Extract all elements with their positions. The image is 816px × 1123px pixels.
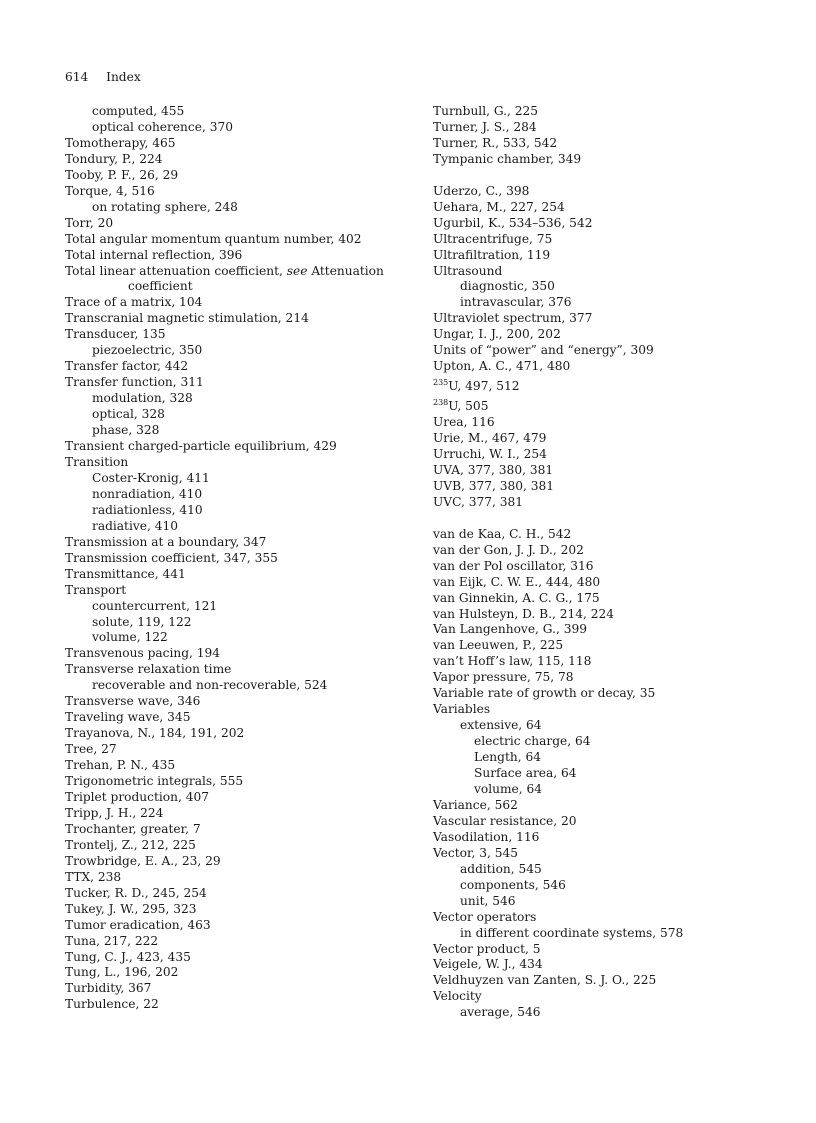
entry-text: Trayanova, N., 184, 191, 202 [65,726,245,741]
entry-text: Transmission coefficient, 347, 355 [65,550,278,565]
index-subentry [65,423,405,439]
entry-text: van Leeuwen, P., 225 [433,638,564,653]
index-entry [433,395,763,415]
entry-text: UVB, 377, 380, 381 [433,478,555,493]
entry-text: electric charge, 64 [474,734,591,749]
index-subsubentry [433,766,763,782]
index-entry [433,575,763,591]
entry-text: countercurrent, 121 [92,598,218,613]
entry-text: on rotating sphere, 248 [92,199,238,214]
entry-text: piezoelectric, 350 [92,343,203,358]
entry-text: Triplet production, 407 [65,789,209,804]
entry-text: Transcranial magnetic stimulation, 214 [65,311,309,326]
index-entry [65,583,405,599]
entry-text: in different coordinate systems, 578 [460,925,684,940]
entry-text: Transient charged-particle equilibrium, 429 [65,439,337,454]
entry-text: average, 546 [460,1005,541,1020]
index-subentry [433,894,763,910]
entry-text: Turbidity, 367 [65,981,152,996]
index-subentry [433,718,763,734]
index-entry [433,184,763,200]
entry-text: Tondury, P., 224 [65,151,163,166]
index-entry [65,726,405,742]
entry-text: van’t Hoff’s law, 115, 118 [433,654,592,669]
index-entry [65,902,405,918]
entry-text: Ultrasound [433,263,503,278]
index-entry [433,375,763,395]
entry-text: Tumor eradication, 463 [65,917,211,932]
index-entry [433,942,763,958]
index-entry [433,670,763,686]
entry-text: Urea, 116 [433,415,495,430]
index-subentry [433,862,763,878]
page-header [65,70,141,84]
index-entry [433,120,763,136]
entry-text: Transport [65,582,127,597]
entry-text: Transducer, 135 [65,327,166,342]
index-entry [433,104,763,120]
index-subentry [65,599,405,615]
entry-text: Trowbridge, E. A., 23, 29 [65,853,221,868]
index-entry [433,152,763,168]
index-entry [65,838,405,854]
index-entry [65,886,405,902]
index-entry [433,607,763,623]
entry-text: Uehara, M., 227, 254 [433,199,565,214]
index-subentry [65,120,405,136]
index-subentry [65,615,405,631]
index-entry [65,375,405,391]
entry-text: computed, 455 [92,104,185,118]
index-column-right [433,104,763,1021]
entry-text: Total angular momentum quantum number, 402 [65,231,362,246]
index-subentry [65,503,405,519]
entry-text: unit, 546 [460,893,516,908]
index-entry [65,662,405,678]
entry-text: U, 505 [448,399,489,414]
entry-text: Upton, A. C., 471, 480 [433,359,571,374]
index-subentry [433,295,763,311]
entry-text: van Hulsteyn, D. B., 214, 224 [433,606,615,621]
entry-text: Trochanter, greater, 7 [65,821,201,836]
entry-text: Variance, 562 [433,797,518,812]
index-entry [433,136,763,152]
entry-text: van de Kaa, C. H., 542 [433,526,572,541]
index-entry [65,918,405,934]
index-entry [433,910,763,926]
entry-text: radiationless, 410 [92,502,203,517]
entry-text: Vascular resistance, 20 [433,813,577,828]
entry-text: Tree, 27 [65,742,117,757]
index-entry [65,455,405,471]
index-entry [433,216,763,232]
entry-text: Transfer function, 311 [65,375,204,390]
entry-text: Turnbull, G., 225 [433,104,539,118]
entry-text: Vector product, 5 [433,941,541,956]
see-reference-target: Attenuation [311,263,384,278]
index-entry [65,870,405,886]
index-entry [433,232,763,248]
entry-text: diagnostic, 350 [460,279,555,294]
index-entry [433,200,763,216]
entry-text: Trace of a matrix, 104 [65,295,203,310]
index-entry [65,981,405,997]
entry-text: Transition [65,454,129,469]
index-entry [433,431,763,447]
index-column-left [65,104,405,1013]
index-entry [65,950,405,966]
entry-text: Vasodilation, 116 [433,829,540,844]
entry-text: Coster-Kronig, 411 [92,470,210,485]
index-entry [433,327,763,343]
isotope-superscript: 235 [433,378,449,388]
index-entry [65,742,405,758]
entry-text: Transverse relaxation time [65,662,232,677]
index-subentry [433,1005,763,1021]
entry-text: phase, 328 [92,423,160,438]
index-entry [433,527,763,543]
index-entry [65,535,405,551]
entry-text: Units of “power” and “energy”, 309 [433,343,654,358]
index-subentry [65,104,405,120]
index-entry [65,359,405,375]
entry-text: Van Langenhove, G., 399 [433,622,587,637]
index-subentry [65,471,405,487]
index-subsubentry [433,750,763,766]
index-entry [65,790,405,806]
index-entry [65,295,405,311]
index-entry [65,646,405,662]
index-entry [65,774,405,790]
see-reference-marker: see [286,263,308,278]
index-entry [65,136,405,152]
entry-text: U, 497, 512 [448,379,520,394]
entry-text: Total linear attenuation coefficient, [65,263,283,278]
letter-group-gap [433,511,763,527]
entry-text: van Eijk, C. W. E., 444, 480 [433,574,601,589]
index-entry [433,814,763,830]
index-subentry [433,878,763,894]
index-subentry [433,279,763,295]
index-entry [433,702,763,718]
entry-text: Transfer factor, 442 [65,359,189,374]
index-entry [433,591,763,607]
index-entry [65,264,405,280]
entry-text: Ungar, I. J., 200, 202 [433,327,561,342]
entry-text: nonradiation, 410 [92,486,203,501]
entry-text: Tung, L., 196, 202 [65,965,179,980]
index-entry [65,965,405,981]
entry-text: Total internal reflection, 396 [65,247,243,262]
index-entry [433,638,763,654]
index-subsubentry [433,734,763,750]
entry-text: Variable rate of growth or decay, 35 [433,686,656,701]
entry-text: Tuna, 217, 222 [65,933,159,948]
entry-text: volume, 64 [474,782,542,796]
index-entry [65,854,405,870]
index-entry [65,551,405,567]
index-entry [65,934,405,950]
index-entry [65,694,405,710]
entry-text: Velocity [433,989,482,1004]
index-entry [433,495,763,511]
entry-text: Urruchi, W. I., 254 [433,447,547,461]
entry-text: van der Gon, J. J. D., 202 [433,542,584,557]
entry-text: Vector, 3, 545 [433,845,518,860]
entry-text: coefficient [128,279,193,294]
index-entry [433,846,763,862]
entry-text: Torr, 20 [65,215,114,230]
entry-text: intravascular, 376 [460,295,572,310]
entry-text: Uderzo, C., 398 [433,183,530,198]
entry-text: Turner, R., 533, 542 [433,135,558,150]
entry-text: Veigele, W. J., 434 [433,957,543,972]
index-entry [433,622,763,638]
isotope-superscript: 238 [433,398,449,408]
index-entry [65,184,405,200]
entry-text: Trehan, P. N., 435 [65,758,176,773]
index-entry [65,327,405,343]
index-subentry [65,200,405,216]
index-subentry [65,519,405,535]
entry-text: Urie, M., 467, 479 [433,431,547,446]
index-entry [433,463,763,479]
index-entry [433,686,763,702]
entry-text: volume, 122 [92,630,168,645]
entry-text: addition, 545 [460,861,542,876]
section-title: Index [106,70,141,84]
index-subentry [65,487,405,503]
index-entry [433,479,763,495]
letter-group-gap [433,168,763,184]
index-entry [433,798,763,814]
entry-text: Ultraviolet spectrum, 377 [433,311,593,326]
index-entry-continuation [65,279,405,295]
entry-text: van der Pol oscillator, 316 [433,558,594,573]
entry-text: Tympanic chamber, 349 [433,151,582,166]
index-entry [433,543,763,559]
entry-text: Ultracentrifuge, 75 [433,231,553,246]
index-entry [65,439,405,455]
entry-text: Veldhuyzen van Zanten, S. J. O., 225 [433,973,657,988]
index-entry [65,232,405,248]
entry-text: UVA, 377, 380, 381 [433,462,554,477]
entry-text: Turner, J. S., 284 [433,119,537,134]
entry-text: Tripp, J. H., 224 [65,805,164,820]
entry-text: Transvenous pacing, 194 [65,646,221,661]
entry-text: Vector operators [433,909,537,924]
entry-text: Surface area, 64 [474,766,577,781]
index-subentry [65,343,405,359]
index-subentry [65,391,405,407]
entry-text: optical, 328 [92,407,165,422]
entry-text: Vapor pressure, 75, 78 [433,670,574,685]
entry-text: solute, 119, 122 [92,614,192,629]
entry-text: components, 546 [460,877,566,892]
index-subentry [433,926,763,942]
index-subsubentry [433,782,763,798]
index-entry [433,559,763,575]
entry-text: Tukey, J. W., 295, 323 [65,901,197,916]
index-entry [433,654,763,670]
entry-text: extensive, 64 [460,718,542,733]
entry-text: Tucker, R. D., 245, 254 [65,885,207,900]
index-entry [65,567,405,583]
index-entry [433,248,763,264]
entry-text: van Ginnekin, A. C. G., 175 [433,590,600,605]
index-entry [433,343,763,359]
entry-text: Ugurbil, K., 534–536, 542 [433,215,593,230]
entry-text: Tomotherapy, 465 [65,135,176,150]
index-entry [433,830,763,846]
entry-text: Variables [433,702,491,717]
index-entry [65,758,405,774]
entry-text: UVC, 377, 381 [433,494,523,509]
index-entry [433,311,763,327]
entry-text: optical coherence, 370 [92,119,233,134]
entry-text: Transmittance, 441 [65,566,186,581]
index-entry [65,311,405,327]
index-entry [433,957,763,973]
index-entry [65,216,405,232]
entry-text: Trigonometric integrals, 555 [65,774,244,789]
entry-text: Turbulence, 22 [65,997,159,1012]
index-entry [433,359,763,375]
index-entry [65,152,405,168]
index-entry [433,989,763,1005]
entry-text: Transmission at a boundary, 347 [65,534,267,549]
entry-text: Tung, C. J., 423, 435 [65,949,191,964]
index-entry [433,973,763,989]
entry-text: Transverse wave, 346 [65,694,201,709]
index-entry [65,248,405,264]
index-entry [433,447,763,463]
index-entry [65,168,405,184]
entry-text: recoverable and non-recoverable, 524 [92,678,328,693]
entry-text: Tooby, P. F., 26, 29 [65,167,179,182]
entry-text: radiative, 410 [92,518,178,533]
page-number: 614 [65,70,89,84]
entry-text: Torque, 4, 516 [65,183,155,198]
index-entry [65,997,405,1013]
index-entry [65,710,405,726]
index-entry [65,822,405,838]
entry-text: Traveling wave, 345 [65,710,191,725]
entry-text: modulation, 328 [92,391,193,406]
index-entry [433,264,763,280]
entry-text: Trontelj, Z., 212, 225 [65,837,196,852]
index-entry [433,415,763,431]
index-entry [65,806,405,822]
entry-text: Length, 64 [474,750,541,765]
entry-text: TTX, 238 [65,869,122,884]
index-subentry [65,678,405,694]
index-subentry [65,407,405,423]
entry-text: Ultrafiltration, 119 [433,247,551,262]
index-subentry [65,630,405,646]
